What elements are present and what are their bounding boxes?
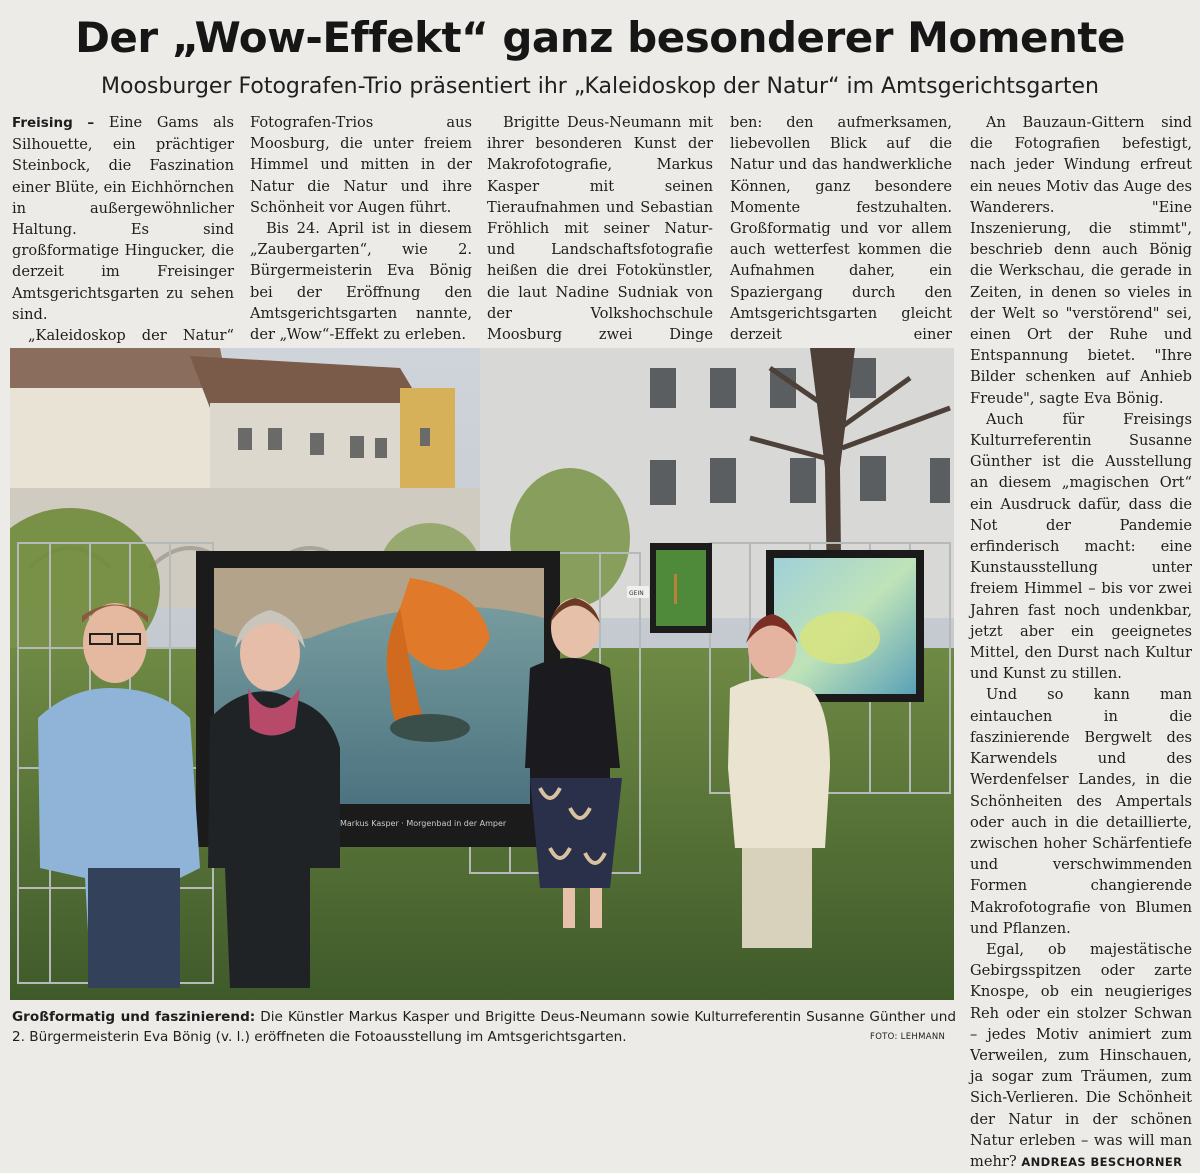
paragraph-text: Egal, ob majestätische Gebirgsspitzen oder zarte Knospe, ob ein neugieriges Reh oder ein stolzer Schwan – jedes Motiv animiert zum Verweilen, zum Hinschauen, ja sogar zum Träumen, zum Sich-Verlieren. Die Schönheit der Natur in der schönen Natur erleben – was will man mehr? — [970, 940, 1192, 1170]
paragraph: Bis 24. April ist in diesem „Zaubergarten“, wie 2. Bürgermeisterin Eva Bönig bei der Eröffnung den Amtsgerichtsgarten nannte, der „Wow“-Effekt zu erleben. — [250, 220, 472, 344]
svg-text:Markus Kasper · Morgenbad in d: Markus Kasper · Morgenbad in der Amper — [340, 819, 507, 828]
paragraph: „Kaleidoskop der Natur“ — [28, 327, 234, 345]
article-column-4 — [730, 112, 952, 366]
photo-credit: FOTO: LEHMANN — [870, 1032, 946, 1042]
caption-text: Die Künstler Markus Kasper und Brigitte Deus-Neumann sowie Kulturreferentin Susanne Günther und 2. Bürgermeisterin Eva Bönig (v. l.) eröffneten die Fotoausstellung im Amtsgerichtsgarten. — [12, 1009, 956, 1045]
photo-illustration — [10, 348, 954, 1000]
article-column-1 — [12, 112, 234, 367]
author-byline: ANDREAS BESCHORNER — [1021, 1154, 1183, 1169]
article-column-2 — [250, 112, 472, 345]
paragraph: Brigitte Deus-Neumann mit ihrer besonderen Kunst der Makrofotografie, Markus Kasper mit seinen Tieraufnahmen und Sebastian Fröhlich mit seiner Natur- und Landschaftsfotografie heißen die drei Fotokünstler, die laut Nadine Sudniak von der Volkshochschule Moosburg zwei Dinge — [487, 114, 713, 344]
paragraph: Eine Gams als Silhouette, ein prächtiger Steinbock, die Faszination einer Blüte, ein Eichhörnchen in außergewöhnlicher Haltung. Es sind großformatige Hingucker, die derzeit im Freisinger Amtsgerichtsgarten zu sehen sind. — [12, 114, 234, 323]
photo-caption — [12, 1007, 956, 1047]
paragraph: An Bauzaun-Gittern sind die Fotografien befestigt, nach jeder Windung erfreut ein neues Motiv das Auge des Wanderers. "Eine Inszenierung, die stimmt", beschrieb denn auch Bönig die Werkschau, die gerade in Zeiten, in denen so vieles in der Welt so "verstörend" sei, einen Ort der Ruhe und Entspannung bietet. "Ihre Bilder schenken auf Anhieb Freude", sagte Eva Bönig. — [970, 114, 1192, 407]
paragraph: Auch für Freisings Kulturreferentin Susanne Günther ist die Ausstellung an diesem „magischen Ort“ ein Ausdruck dafür, dass die Not der Pandemie erfinderisch macht: eine Kunstausstellung unter freiem Himmel – bis vor zwei Jahren fast noch undenkbar, jetzt aber ein geeignetes Mittel, den Durst nach Kultur und Kunst zu stillen. — [970, 410, 1192, 683]
paragraph: ben: den aufmerksamen, liebevollen Blick auf die Natur und das handwerkliche Können, ganz besondere Momente festzuhalten. Großformatig und vor allem auch wetterfest kommen die Aufnahmen daher, ein Spaziergang durch den Amtsgerichtsgarten gleicht derzeit einer — [730, 114, 952, 344]
banner-sign: GEIN — [629, 590, 644, 597]
article-photo — [10, 348, 954, 1000]
article-column-3 — [487, 112, 713, 366]
article-column-5 — [970, 112, 1192, 1173]
paragraph: Und so kann man eintauchen in die faszinierende Bergwelt des Karwendels und des Werdenfelser Landes, in die Schönheiten des Ampertals oder auch in die detaillierte, zwischen hoher Schärfentiefe und verschwimmenden Formen changierende Makrofotografie von Blumen und Pflanzen. — [970, 686, 1192, 937]
subheadline: Moosburger Fotografen-Trio präsentiert ihr „Kaleidoskop der Natur“ im Amtsgerichtsgarten — [101, 74, 1099, 99]
caption-lead: Großformatig und faszinierend: — [12, 1009, 256, 1025]
headline: Der „Wow-Effekt“ ganz besonderer Momente — [75, 13, 1125, 62]
paragraph — [970, 939, 1192, 1173]
dateline: Freising – — [12, 115, 95, 131]
paragraph: Fotografen-Trios aus Moosburg, die unter freiem Himmel und mitten in der Natur die Natur und ihre Schönheit vor Augen führt. — [250, 114, 472, 216]
